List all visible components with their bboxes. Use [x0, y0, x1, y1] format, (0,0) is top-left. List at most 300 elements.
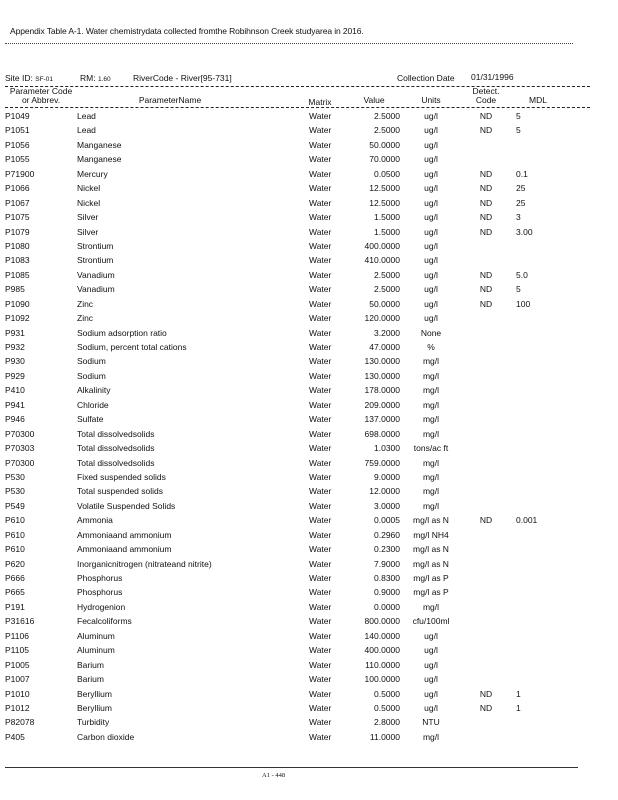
units-cell: mg/l: [422, 399, 440, 410]
param-code-cell: P1067: [5, 197, 30, 208]
value-cell: 1.0300: [374, 443, 400, 454]
matrix-cell: Water: [309, 168, 332, 179]
units-cell: mg/l: [422, 385, 440, 396]
value-cell: 2.5000: [374, 284, 400, 295]
param-name-cell: Total suspended solids: [77, 486, 164, 497]
value-cell: 2.5000: [374, 125, 400, 136]
value-cell: 0.0500: [374, 168, 400, 179]
units-cell: ug/l: [424, 183, 438, 194]
param-code-cell: P1075: [5, 212, 30, 223]
value-cell: 130.0000: [364, 356, 400, 367]
value-cell: 120.0000: [364, 313, 400, 324]
param-name-cell: Nickel: [77, 197, 101, 208]
value-cell: 3.0000: [374, 500, 400, 511]
header-param-code-line2: or Abbrev.: [21, 95, 61, 105]
param-code-cell: P1080: [5, 240, 30, 251]
units-cell: ug/l: [424, 313, 438, 324]
param-name-cell: Aluminum: [77, 630, 115, 641]
value-cell: 12.5000: [369, 183, 400, 194]
table-row: [0, 687, 618, 701]
param-code-cell: P610: [5, 529, 25, 540]
mdl-cell: 0.001: [516, 515, 538, 526]
matrix-cell: Water: [309, 428, 332, 439]
param-name-cell: Beryllium: [77, 688, 112, 699]
units-cell: ug/l: [424, 197, 438, 208]
matrix-cell: Water: [309, 601, 332, 612]
param-code-cell: P941: [5, 399, 25, 410]
header-detect-code: [466, 87, 506, 105]
param-code-cell: P1007: [5, 674, 30, 685]
param-code-cell: P530: [5, 486, 25, 497]
mdl-cell: 1: [516, 688, 521, 699]
detect-code-cell: ND: [479, 269, 493, 280]
param-name-cell: Phosphorus: [77, 587, 123, 598]
value-cell: 137.0000: [364, 414, 400, 425]
units-cell: ug/l: [424, 674, 438, 685]
param-name-cell: Fecalcoliforms: [77, 616, 132, 627]
param-name-cell: Ammoniaand ammonium: [77, 529, 172, 540]
param-name-cell: Alkalinity: [77, 385, 111, 396]
table-row: [0, 383, 618, 397]
matrix-cell: Water: [309, 154, 332, 165]
value-cell: 50.0000: [369, 139, 400, 150]
units-cell: mg/l as P: [413, 573, 449, 583]
units-cell: ug/l: [424, 139, 438, 150]
param-name-cell: Silver: [77, 226, 99, 237]
param-code-cell: P930: [5, 356, 25, 367]
value-cell: 800.0000: [364, 616, 400, 627]
value-cell: 2.5000: [374, 111, 400, 121]
param-code-cell: P549: [5, 500, 25, 511]
param-name-cell: Ammonia: [77, 515, 113, 526]
matrix-cell: Water: [309, 125, 332, 136]
units-cell: ug/l: [424, 659, 438, 670]
param-code-cell: P665: [5, 587, 25, 598]
table-row: [0, 715, 618, 729]
param-name-cell: Total dissolvedsolids: [77, 443, 155, 454]
units-cell: mg/l as N: [413, 544, 449, 555]
matrix-cell: Water: [309, 183, 332, 194]
table-row: [0, 484, 618, 498]
units-cell: mg/l as N: [413, 515, 449, 526]
matrix-cell: Water: [309, 269, 332, 280]
value-cell: 3.2000: [374, 327, 400, 338]
header-mdl: MDL: [529, 95, 547, 105]
units-cell: mg/l: [422, 370, 440, 381]
value-cell: 70.0000: [369, 154, 400, 165]
detect-code-cell: ND: [479, 197, 493, 208]
units-cell: ug/l: [424, 284, 438, 295]
param-name-cell: Sodium, percent total cations: [77, 342, 187, 352]
table-row: [0, 672, 618, 686]
param-code-cell: P1105: [5, 645, 29, 656]
param-name-cell: Carbon dioxide: [77, 731, 135, 742]
header-detect-line2: Code: [475, 95, 497, 105]
units-cell: NTU: [422, 717, 440, 728]
table-row: [0, 123, 618, 137]
param-name-cell: Ammoniaand ammonium: [77, 544, 172, 555]
table-row: [0, 441, 618, 455]
param-code-cell: P410: [5, 385, 25, 396]
param-name-cell: Zinc: [77, 313, 94, 324]
units-cell: ug/l: [424, 702, 438, 713]
value-cell: 140.0000: [364, 630, 400, 641]
param-name-cell: Sodium: [77, 356, 106, 367]
units-cell: ug/l: [424, 240, 438, 251]
table-row: [0, 109, 618, 123]
units-cell: mg/l: [422, 500, 440, 511]
river-code: RiverCode - River[95-731]: [133, 73, 232, 83]
value-cell: 410.0000: [364, 255, 400, 266]
param-code-cell: P666: [5, 573, 25, 583]
param-name-cell: Silver: [77, 212, 99, 223]
table-row: [0, 398, 618, 412]
mdl-cell: 5: [516, 111, 521, 121]
value-cell: 0.0005: [374, 515, 400, 526]
param-code-cell: P530: [5, 471, 25, 482]
value-cell: 1.5000: [374, 212, 400, 223]
value-cell: 50.0000: [369, 298, 400, 309]
matrix-cell: Water: [309, 544, 332, 555]
value-cell: 400.0000: [364, 240, 400, 251]
matrix-cell: Water: [309, 197, 332, 208]
table-row: [0, 196, 618, 210]
units-cell: mg/l: [422, 601, 440, 612]
value-cell: 759.0000: [364, 457, 400, 468]
mdl-cell: 25: [516, 183, 526, 194]
matrix-cell: Water: [309, 313, 332, 324]
matrix-cell: Water: [309, 399, 332, 410]
units-cell: mg/l: [422, 486, 440, 497]
table-row: [0, 181, 618, 195]
units-cell: %: [427, 342, 435, 352]
value-cell: 0.5000: [374, 688, 400, 699]
param-code-cell: P1092: [5, 313, 30, 324]
table-row: [0, 701, 618, 715]
table-row: [0, 326, 618, 340]
table-row: [0, 427, 618, 441]
table-row: [0, 152, 618, 166]
matrix-cell: Water: [309, 370, 332, 381]
matrix-cell: Water: [309, 457, 332, 468]
param-name-cell: Total dissolvedsolids: [77, 428, 155, 439]
title-divider: [5, 43, 573, 44]
param-code-cell: P71900: [5, 168, 35, 179]
param-name-cell: Vanadium: [77, 284, 115, 295]
param-code-cell: P70303: [5, 443, 35, 454]
mdl-cell: 5: [516, 284, 521, 295]
param-name-cell: Aluminum: [77, 645, 115, 656]
value-cell: 0.8300: [374, 573, 400, 583]
param-code-cell: P1055: [5, 154, 30, 165]
matrix-cell: Water: [309, 702, 332, 713]
matrix-cell: Water: [309, 515, 332, 526]
param-name-cell: Sulfate: [77, 414, 104, 425]
units-cell: ug/l: [424, 269, 438, 280]
table-row: [0, 167, 618, 181]
matrix-cell: Water: [309, 240, 332, 251]
table-row: [0, 614, 618, 628]
table-row: [0, 225, 618, 239]
param-code-cell: P1005: [5, 659, 30, 670]
detect-code-cell: ND: [479, 183, 493, 194]
header-matrix: Matrix: [308, 97, 332, 107]
param-code-cell: P932: [5, 342, 25, 352]
param-name-cell: Total dissolvedsolids: [77, 457, 155, 468]
value-cell: 100.0000: [364, 674, 400, 685]
header-units: Units: [421, 95, 441, 105]
param-code-cell: P1066: [5, 183, 30, 194]
detect-code-cell: ND: [479, 111, 493, 121]
site-id: [5, 73, 53, 83]
param-code-cell: P1012: [5, 702, 30, 713]
table-row: [0, 210, 618, 224]
param-code-cell: P931: [5, 327, 25, 338]
param-code-cell: P1049: [5, 111, 30, 121]
param-name-cell: Volatile Suspended Solids: [77, 500, 176, 511]
matrix-cell: Water: [309, 659, 332, 670]
units-cell: mg/l: [422, 356, 440, 367]
matrix-cell: Water: [309, 688, 332, 699]
matrix-cell: Water: [309, 212, 332, 223]
matrix-cell: Water: [309, 717, 332, 728]
param-code-cell: P929: [5, 370, 25, 381]
mdl-cell: 25: [516, 197, 526, 208]
value-cell: 0.5000: [374, 702, 400, 713]
param-code-cell: P1085: [5, 269, 30, 280]
value-cell: 9.0000: [374, 471, 400, 482]
detect-code-cell: ND: [479, 212, 493, 223]
table-row: [0, 268, 618, 282]
site-id-label: Site ID:: [5, 73, 33, 83]
header-param-code-line1: Parameter Code: [9, 86, 73, 96]
param-code-cell: P1106: [5, 630, 29, 641]
param-code-cell: P985: [5, 284, 25, 295]
units-cell: ug/l: [424, 168, 438, 179]
matrix-cell: Water: [309, 645, 332, 656]
table-row: [0, 600, 618, 614]
table-row: [0, 297, 618, 311]
param-name-cell: Mercury: [77, 168, 108, 179]
detect-code-cell: ND: [479, 702, 493, 713]
matrix-cell: Water: [309, 111, 332, 121]
param-name-cell: Nickel: [77, 183, 101, 194]
table-row: [0, 340, 618, 354]
matrix-cell: Water: [309, 500, 332, 511]
value-cell: 2.5000: [374, 269, 400, 280]
param-name-cell: Turbidity: [77, 717, 110, 728]
matrix-cell: Water: [309, 255, 332, 266]
data-table-body: [0, 109, 618, 744]
param-code-cell: P82078: [5, 717, 35, 728]
table-row: [0, 571, 618, 585]
table-row: [0, 354, 618, 368]
footer-rule: [5, 767, 578, 768]
mdl-cell: 3.00: [516, 226, 533, 237]
table-row: [0, 513, 618, 527]
value-cell: 1.5000: [374, 226, 400, 237]
table-row: [0, 528, 618, 542]
table-row: [0, 470, 618, 484]
matrix-cell: Water: [309, 630, 332, 641]
param-code-cell: P946: [5, 414, 25, 425]
table-row: [0, 138, 618, 152]
param-name-cell: Chloride: [77, 399, 109, 410]
param-code-cell: P610: [5, 515, 25, 526]
matrix-cell: Water: [309, 226, 332, 237]
param-name-cell: Manganese: [77, 139, 122, 150]
value-cell: 178.0000: [364, 385, 400, 396]
mdl-cell: 100: [516, 298, 531, 309]
param-code-cell: P1090: [5, 298, 30, 309]
units-cell: ug/l: [424, 125, 438, 136]
matrix-cell: Water: [309, 731, 332, 742]
param-name-cell: Barium: [77, 659, 104, 670]
table-row: [0, 585, 618, 599]
collection-date-label: Collection Date: [397, 73, 455, 83]
units-cell: mg/l as N: [413, 558, 449, 569]
units-cell: cfu/100ml: [412, 616, 450, 627]
value-cell: 698.0000: [364, 428, 400, 439]
matrix-cell: Water: [309, 385, 332, 396]
units-cell: ug/l: [424, 111, 438, 121]
header-bottom-rule: [5, 107, 590, 108]
param-name-cell: Zinc: [77, 298, 94, 309]
units-cell: ug/l: [424, 212, 438, 223]
value-cell: 110.0000: [365, 659, 400, 670]
river-mile-label: RM:: [80, 73, 96, 83]
mdl-cell: 1: [516, 702, 521, 713]
param-name-cell: Beryllium: [77, 702, 112, 713]
table-row: [0, 412, 618, 426]
table-row: [0, 643, 618, 657]
matrix-cell: Water: [309, 327, 332, 338]
param-code-cell: P1051: [5, 125, 30, 136]
detect-code-cell: ND: [479, 515, 493, 526]
matrix-cell: Water: [309, 573, 332, 583]
table-row: [0, 499, 618, 513]
header-value: Value: [363, 95, 385, 105]
river-mile-value: 1.60: [97, 76, 111, 83]
units-cell: tons/ac ft: [413, 443, 449, 454]
param-code-cell: P70300: [5, 457, 35, 468]
table-row: [0, 369, 618, 383]
value-cell: 11.0000: [369, 731, 400, 742]
param-code-cell: P70300: [5, 428, 35, 439]
param-code-cell: P405: [5, 731, 25, 742]
table-row: [0, 557, 618, 571]
value-cell: 0.9000: [374, 587, 400, 598]
table-row: [0, 282, 618, 296]
table-row: [0, 658, 618, 672]
value-cell: 0.2300: [374, 544, 400, 555]
value-cell: 12.0000: [369, 486, 400, 497]
units-cell: mg/l: [422, 457, 440, 468]
param-code-cell: P620: [5, 558, 25, 569]
detect-code-cell: ND: [479, 168, 493, 179]
matrix-cell: Water: [309, 443, 332, 454]
param-code-cell: P610: [5, 544, 25, 555]
units-cell: ug/l: [424, 630, 438, 641]
units-cell: ug/l: [424, 298, 438, 309]
value-cell: 2.8000: [374, 717, 400, 728]
param-code-cell: P1056: [5, 139, 30, 150]
value-cell: 0.2960: [374, 529, 400, 540]
matrix-cell: Water: [309, 139, 332, 150]
header-detect-line1: Detect.: [472, 86, 500, 96]
mdl-cell: 5: [516, 125, 521, 136]
detect-code-cell: ND: [479, 284, 493, 295]
value-cell: 0.0000: [374, 601, 400, 612]
matrix-cell: Water: [309, 471, 332, 482]
units-cell: mg/l: [422, 471, 440, 482]
param-name-cell: Lead: [77, 111, 96, 121]
param-name-cell: Strontium: [77, 255, 114, 266]
param-name-cell: Phosphorus: [77, 573, 123, 583]
units-cell: mg/l: [422, 414, 440, 425]
mdl-cell: 5.0: [516, 269, 528, 280]
river-mile: [80, 73, 111, 83]
units-cell: ug/l: [424, 226, 438, 237]
matrix-cell: Water: [309, 674, 332, 685]
value-cell: 209.0000: [364, 399, 400, 410]
param-code-cell: P31616: [5, 616, 35, 627]
matrix-cell: Water: [309, 356, 332, 367]
collection-date-value: 01/31/1996: [471, 72, 514, 82]
value-cell: 130.0000: [364, 370, 400, 381]
param-name-cell: Fixed suspended solids: [77, 471, 166, 482]
param-name-cell: Lead: [77, 125, 96, 136]
units-cell: mg/l: [422, 731, 440, 742]
param-name-cell: Strontium: [77, 240, 114, 251]
detect-code-cell: ND: [479, 688, 493, 699]
header-param-name: ParameterName: [138, 95, 202, 105]
param-name-cell: Vanadium: [77, 269, 115, 280]
param-name-cell: Hydrogenion: [77, 601, 126, 612]
param-name-cell: Sodium adsorption ratio: [77, 327, 167, 338]
matrix-cell: Water: [309, 414, 332, 425]
detect-code-cell: ND: [479, 125, 493, 136]
page-number: A1 - 448: [262, 772, 286, 779]
units-cell: mg/l NH4: [413, 529, 449, 540]
units-cell: mg/l as P: [413, 587, 449, 598]
matrix-cell: Water: [309, 587, 332, 598]
matrix-cell: Water: [309, 486, 332, 497]
matrix-cell: Water: [309, 558, 332, 569]
table-row: [0, 311, 618, 325]
value-cell: 47.0000: [369, 342, 400, 352]
param-code-cell: P191: [5, 601, 25, 612]
table-row: [0, 542, 618, 556]
mdl-cell: 3: [516, 212, 521, 223]
units-cell: ug/l: [424, 688, 438, 699]
detect-code-cell: ND: [479, 298, 493, 309]
table-title: Appendix Table A-1. Water chemistrydata collected fromthe Robihnson Creek studyarea in 2016.: [10, 26, 364, 36]
value-cell: 7.9000: [374, 558, 400, 569]
param-code-cell: P1083: [5, 255, 30, 266]
units-cell: ug/l: [424, 255, 438, 266]
units-cell: None: [420, 327, 442, 338]
table-row: [0, 629, 618, 643]
value-cell: 12.5000: [369, 197, 400, 208]
units-cell: ug/l: [424, 645, 438, 656]
param-code-cell: P1079: [5, 226, 30, 237]
matrix-cell: Water: [309, 529, 332, 540]
param-name-cell: Barium: [77, 674, 104, 685]
table-row: [0, 239, 618, 253]
table-row: [0, 253, 618, 267]
param-name-cell: Sodium: [77, 370, 106, 381]
